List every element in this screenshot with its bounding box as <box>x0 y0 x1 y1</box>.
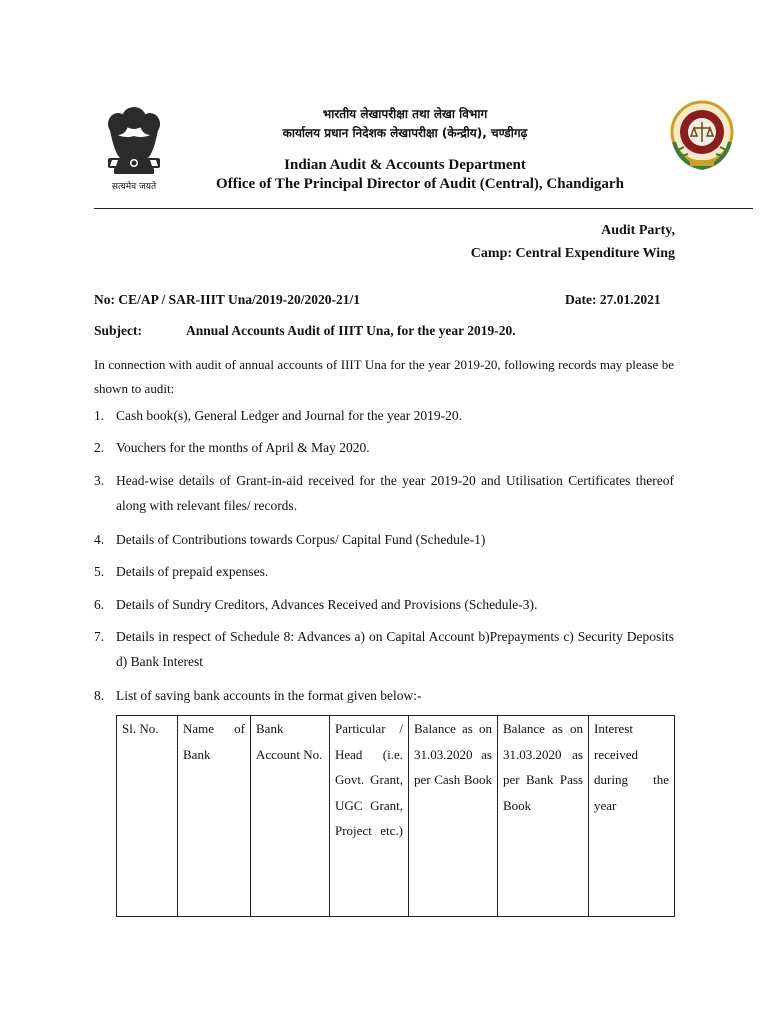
list-item-text: Cash book(s), General Ledger and Journal for the year 2019-20. <box>116 408 463 423</box>
list-item-text: List of saving bank accounts in the format given below:- <box>116 688 422 703</box>
table-header-cell: Balance as on 31.03.2020 as per Bank Pass Book <box>498 716 589 917</box>
list-item-text: Details of Contributions towards Corpus/ Capital Fund (Schedule-1) <box>116 532 486 547</box>
table-header-cell: Bank Account No. <box>251 716 330 917</box>
table-header-cell: Particular / Head (i.e. Govt. Grant, UGC Grant, Project etc.) <box>330 716 409 917</box>
list-item-text: Details of prepaid expenses. <box>116 564 269 579</box>
intro-paragraph: In connection with audit of annual accounts of IIIT Una for the year 2019-20, following records may please be shown to audit: <box>94 357 674 396</box>
table-header-row <box>117 716 675 917</box>
addressee-line-1: Audit Party, <box>601 223 675 238</box>
list-item-text: Details of Sundry Creditors, Advances Received and Provisions (Schedule-3). <box>116 597 538 612</box>
list-item-number: 3. <box>94 473 105 488</box>
reference-number: No: CE/AP / SAR-IIIT Una/2019-20/2020-21/1 <box>94 292 361 307</box>
list-item-number: 7. <box>94 629 105 644</box>
cag-logo-icon <box>660 92 744 176</box>
department-name: Indian Audit & Accounts Department <box>284 157 526 173</box>
list-item-number: 4. <box>94 532 105 547</box>
reference-date: Date: 27.01.2021 <box>565 292 661 307</box>
list-item-number: 2. <box>94 440 105 455</box>
bank-accounts-table <box>116 715 675 917</box>
subject-text: Annual Accounts Audit of IIIT Una, for the year 2019-20. <box>186 323 516 338</box>
header-divider <box>94 208 753 209</box>
list-item-number: 1. <box>94 408 105 423</box>
table-header-cell: Balance as on 31.03.2020 as per Cash Book <box>409 716 498 917</box>
table-header-cell: Interest received during the year <box>589 716 675 917</box>
emblem-motto: सत्यमेव जयते <box>111 182 157 192</box>
hindi-department-name: भारतीय लेखापरीक्षा तथा लेखा विभाग <box>322 107 488 121</box>
addressee-line-2: Camp: Central Expenditure Wing <box>470 246 675 261</box>
hindi-office-name: कार्यालय प्रधान निदेशक लेखापरीक्षा (केन्द्रीय), चण्डीगढ़ <box>282 126 528 140</box>
table-header-cell: Name of Bank <box>178 716 251 917</box>
list-item-number: 6. <box>94 597 105 612</box>
list-item-text: Details in respect of Schedule 8: Advances a) on Capital Account b)Prepayments c) Security Deposits d) Bank Interest <box>116 629 674 669</box>
table-header-cell: Sl. No. <box>117 716 178 917</box>
list-item-text: Vouchers for the months of April & May 2020. <box>116 440 370 455</box>
subject-label: Subject: <box>94 323 142 338</box>
office-name: Office of The Principal Director of Audit (Central), Chandigarh <box>216 176 624 192</box>
list-item-number: 5. <box>94 564 105 579</box>
list-item-number: 8. <box>94 688 105 703</box>
list-item-text: Head-wise details of Grant-in-aid received for the year 2019-20 and Utilisation Certificates thereof along with relevant files/ records. <box>116 473 674 513</box>
